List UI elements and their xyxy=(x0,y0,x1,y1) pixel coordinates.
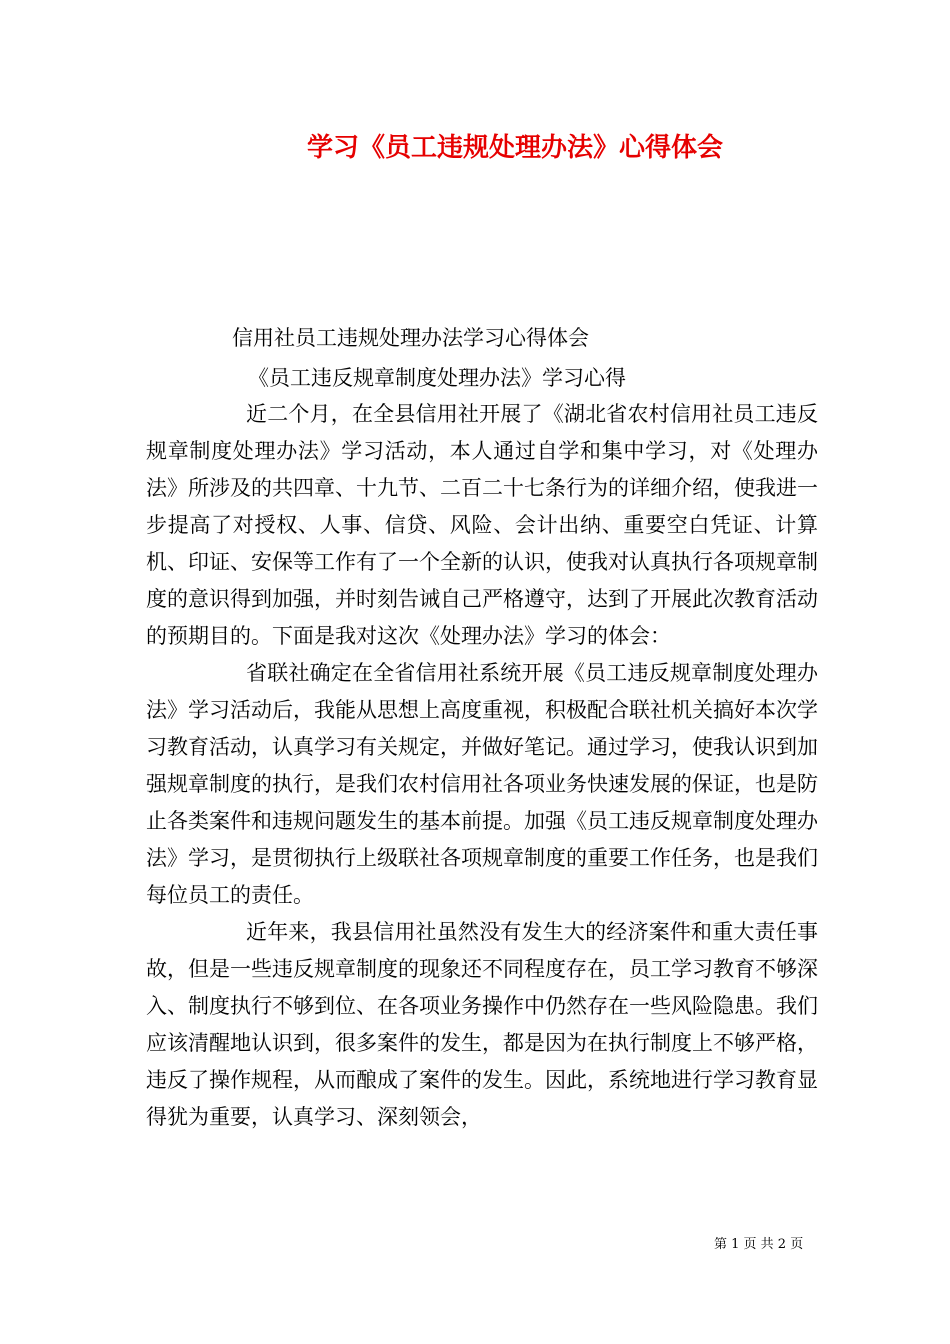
document-body xyxy=(146,396,818,1136)
subheading-secondary: 《员工违反规章制度处理办法》学习心得 xyxy=(248,366,626,390)
page-number-footer: 第 1 页 共 2 页 xyxy=(714,1237,804,1252)
subheading-primary: 信用社员工违规处理办法学习心得体会 xyxy=(232,326,589,350)
body-paragraph: 近年来，我县信用社虽然没有发生大的经济案件和重大责任事故，但是一些违反规章制度的现象还不同程度存在，员工学习教育不够深入、制度执行不够到位、在各项业务操作中仍然存在一些风险隐患。我们应该清醒地认识到，很多案件的发生，都是因为在执行制度上不够严格，违反了操作规程，从而酿成了案件的发生。因此，系统地进行学习教育显得犹为重要，认真学习、深刻领会， xyxy=(146,920,818,1129)
document-title: 学习《员工违规处理办法》心得体会 xyxy=(306,133,723,163)
body-paragraph: 省联社确定在全省信用社系统开展《员工违反规章制度处理办法》学习活动后，我能从思想上高度重视，积极配合联社机关搞好本次学习教育活动，认真学习有关规定，并做好笔记。通过学习，使我认识到加强规章制度的执行，是我们农村信用社各项业务快速发展的保证，也是防止各类案件和违规问题发生的基本前提。加强《员工违反规章制度处理办法》学习，是贯彻执行上级联社各项规章制度的重要工作任务，也是我们每位员工的责任。 xyxy=(146,661,818,907)
body-paragraph: 近二个月，在全县信用社开展了《湖北省农村信用社员工违反规章制度处理办法》学习活动，本人通过自学和集中学习，对《处理办法》所涉及的共四章、十九节、二百二十七条行为的详细介绍，使我进一步提高了对授权、人事、信贷、风险、会计出纳、重要空白凭证、计算机、印证、安保等工作有了一个全新的认识，使我对认真执行各项规章制度的意识得到加强，并时刻告诫自己严格遵守，达到了开展此次教育活动的预期目的。下面是我对这次《处理办法》学习的体会： xyxy=(146,402,818,648)
